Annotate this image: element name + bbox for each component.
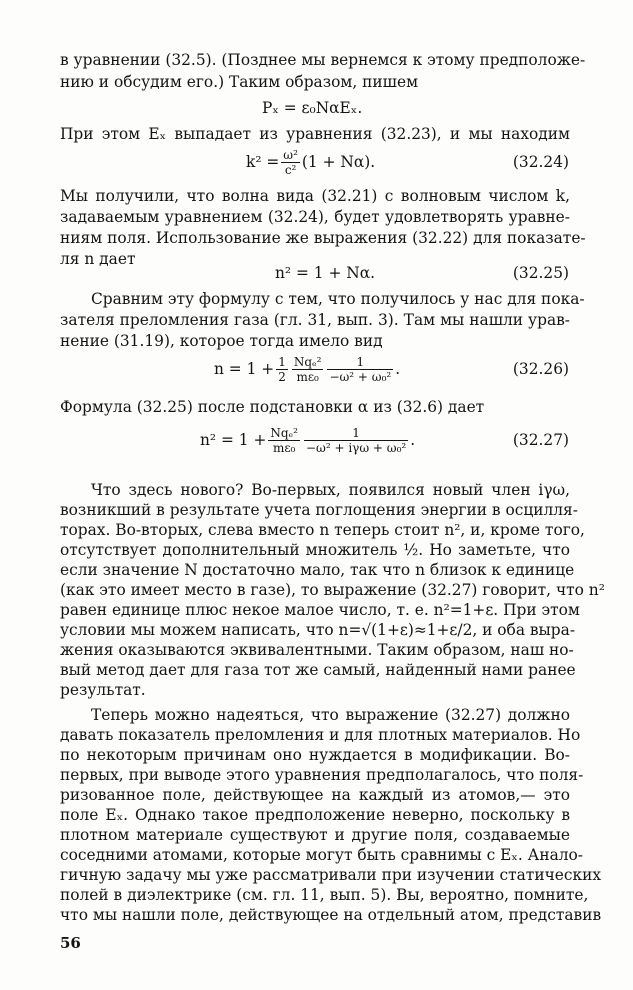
text-line: Мы получили, что волна вида (32.21) с волновым числом k, bbox=[60, 187, 570, 205]
fraction-denominator: mε₀ bbox=[272, 440, 296, 455]
text-line: результат. bbox=[60, 681, 146, 699]
text-line: нение (31.19), которое тогда имело вид bbox=[60, 332, 383, 350]
text-line: задаваемым уравнением (32.24), будет удовлетворять уравне- bbox=[60, 208, 570, 226]
fraction-numerator: 1 bbox=[327, 355, 393, 370]
text-line: ниям поля. Использование же выражения (32.22) для показате- bbox=[60, 229, 586, 247]
equation-tail: . bbox=[410, 431, 416, 449]
fraction-numerator: ω² bbox=[283, 147, 298, 162]
equation-polarization: Pₓ = ε₀NαEₓ. bbox=[262, 99, 363, 117]
fraction-numerator: 1 bbox=[304, 426, 408, 441]
text-line: торах. Во-вторых, слева вместо n теперь стоит n², и, кроме того, bbox=[60, 521, 585, 539]
equation-lhs: n² = 1 + bbox=[200, 431, 267, 449]
equation-number: (32.26) bbox=[512, 360, 569, 378]
text-line: вый метод дает для газа тот же самый, найденный нами ранее bbox=[60, 661, 576, 679]
equation-fraction bbox=[327, 355, 393, 384]
text-line: поле Eₓ. Однако такое предположение неверно, поскольку в bbox=[60, 806, 570, 824]
fraction-denominator: −ω² + iγω + ω₀² bbox=[305, 440, 407, 455]
text-line: плотном материале существуют и другие поля, создаваемые bbox=[60, 826, 570, 844]
text-line: по некоторым причинам оно нуждается в модификации. Во- bbox=[60, 746, 570, 764]
fraction-numerator: Nqₑ² bbox=[293, 354, 322, 369]
equation-lhs: n = 1 + bbox=[214, 360, 275, 378]
text-line: При этом Eₓ выпадает из уравнения (32.23), и мы находим bbox=[60, 125, 570, 143]
equation-32-24 bbox=[246, 146, 375, 178]
text-line: жения оказываются эквивалентными. Таким образом, наш но- bbox=[60, 641, 574, 659]
equation-number: (32.27) bbox=[512, 431, 569, 449]
equation-fraction bbox=[281, 148, 300, 177]
page-number: 56 bbox=[60, 934, 81, 952]
text-line: Формула (32.25) после подстановки α из (32.6) дает bbox=[60, 398, 485, 416]
equation-rhs: (1 + Nα). bbox=[301, 153, 376, 171]
text-line: зателя преломления газа (гл. 31, вып. 3). Там мы нашли урав- bbox=[60, 311, 570, 329]
text-line: Сравним эту формулу с тем, что получилось у нас для пока- bbox=[91, 290, 585, 308]
text-line: первых, при выводе этого уравнения предполагалось, что поля- bbox=[60, 766, 584, 784]
equation-tail: . bbox=[395, 360, 401, 378]
equation-fraction bbox=[304, 426, 408, 455]
equation-32-25: n² = 1 + Nα. bbox=[275, 264, 375, 282]
equation-lhs: k² = bbox=[246, 153, 280, 171]
text-line: нию и обсудим его.) Таким образом, пишем bbox=[60, 73, 419, 91]
text-line: соседними атомами, которые могут быть сравнимы с Eₓ. Анало- bbox=[60, 846, 584, 864]
equation-32-26 bbox=[214, 350, 400, 388]
text-line: в уравнении (32.5). (Позднее мы вернемся к этому предположе- bbox=[60, 51, 586, 69]
fraction-denominator: mε₀ bbox=[296, 369, 319, 384]
fraction-numerator: Nqₑ² bbox=[270, 425, 298, 440]
text-line: отсутствует дополнительный множитель ½. Но заметьте, что bbox=[60, 541, 570, 559]
text-line: Что здесь нового? Во-первых, появился новый член iγω, bbox=[91, 481, 570, 499]
equation-fraction bbox=[292, 355, 324, 384]
fraction-denominator: −ω² + ω₀² bbox=[329, 369, 392, 384]
equation-number: (32.25) bbox=[512, 264, 569, 282]
equation-32-27 bbox=[200, 420, 415, 460]
text-line: ризованное поле, действующее на каждый из атомов,— это bbox=[60, 786, 570, 804]
text-line: (как это имеет место в газе), то выражение (32.27) говорит, что n² bbox=[60, 581, 605, 599]
fraction-denominator: 2 bbox=[278, 369, 286, 384]
fraction-denominator: c² bbox=[284, 162, 297, 177]
equation-fraction bbox=[268, 426, 300, 455]
text-line: гичную задачу мы уже рассматривали при изучении статических bbox=[60, 866, 602, 884]
text-line: ля n дает bbox=[60, 250, 136, 268]
text-line: условии мы можем написать, что n=√(1+ε)≈1+ε/2, и оба выра- bbox=[60, 621, 576, 639]
equation-number: (32.24) bbox=[512, 153, 569, 171]
text-line: полей в диэлектрике (см. гл. 11, вып. 5). Вы, вероятно, помните, bbox=[60, 886, 589, 904]
text-line: давать показатель преломления и для плотных материалов. Но bbox=[60, 726, 581, 744]
text-line: возникший в результате учета поглощения энергии в осцилля- bbox=[60, 501, 578, 519]
text-line: равен единице плюс некое малое число, т. е. n²=1+ε. При этом bbox=[60, 601, 580, 619]
fraction-numerator: 1 bbox=[278, 354, 286, 369]
text-line: если значение N достаточно мало, так что n близок к единице bbox=[60, 561, 575, 579]
text-line: что мы нашли поле, действующее на отдельный атом, представив bbox=[60, 906, 602, 924]
text-line: Теперь можно надеяться, что выражение (32.27) должно bbox=[91, 706, 570, 724]
equation-fraction bbox=[276, 355, 288, 384]
